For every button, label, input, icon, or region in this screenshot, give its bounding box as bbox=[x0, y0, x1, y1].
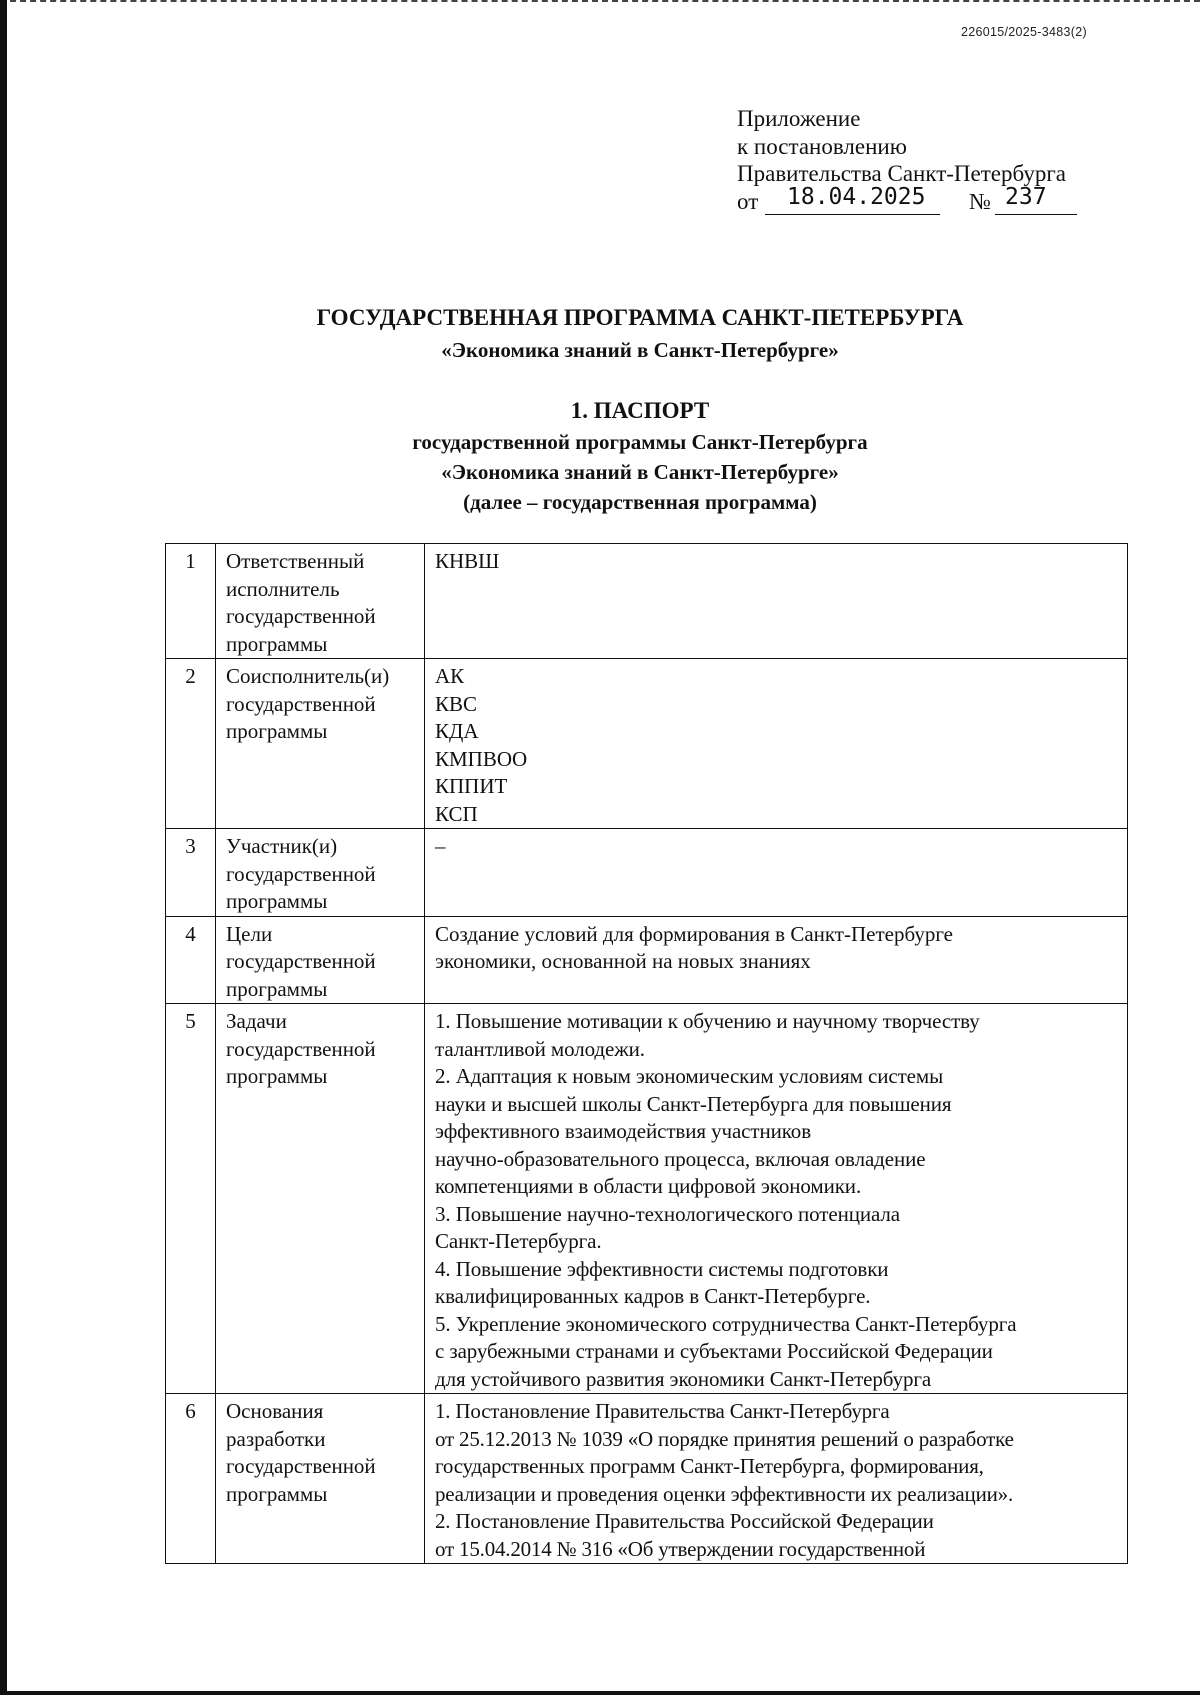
label-line: государственной bbox=[226, 1454, 376, 1478]
row-number: 2 bbox=[166, 659, 216, 829]
content-line: от 15.04.2014 № 316 «Об утверждении государственной bbox=[435, 1536, 926, 1561]
decree-date: 18.04.2025 bbox=[787, 183, 926, 210]
row-content bbox=[425, 544, 1128, 659]
label-line: Ответственный bbox=[226, 549, 365, 573]
content-line: 2. Адаптация к новым экономическим условиям системы bbox=[435, 1064, 944, 1088]
row-content bbox=[425, 916, 1128, 1004]
content-line: 5. Укрепление экономического сотрудничества Санкт-Петербурга bbox=[435, 1311, 1017, 1336]
program-title: ГОСУДАРСТВЕННАЯ ПРОГРАММА САНКТ-ПЕТЕРБУРГА bbox=[316, 305, 964, 330]
content-line: науки и высшей школы Санкт-Петербурга для повышения bbox=[435, 1091, 952, 1116]
row-number: 4 bbox=[166, 916, 216, 1004]
content-line: КНВШ bbox=[435, 549, 500, 573]
content-line: Санкт-Петербурга. bbox=[435, 1229, 602, 1253]
row-content bbox=[425, 1004, 1128, 1394]
appendix-line: Правительства Санкт-Петербурга bbox=[737, 161, 1066, 186]
label-line: Участник(и) bbox=[226, 834, 338, 858]
content-line: КППИТ bbox=[435, 774, 508, 798]
row-label bbox=[216, 1004, 425, 1394]
table-row bbox=[166, 659, 1128, 829]
content-line: талантливой молодежи. bbox=[435, 1036, 645, 1061]
label-line: Соисполнитель(и) bbox=[226, 664, 390, 688]
label-line: Основания bbox=[226, 1399, 324, 1423]
content-line: государственных программ Санкт-Петербурга, формирования, bbox=[435, 1454, 984, 1478]
label-line: программы bbox=[226, 976, 328, 1001]
content-line: от 25.12.2013 № 1039 «О порядке принятия решений о разработке bbox=[435, 1426, 1014, 1451]
label-line: государственной bbox=[226, 861, 376, 886]
row-content bbox=[425, 829, 1128, 917]
passport-heading: 1. ПАСПОРТ bbox=[570, 398, 710, 423]
decree-number: 237 bbox=[1005, 183, 1047, 210]
row-content bbox=[425, 1394, 1128, 1564]
row-number: 1 bbox=[166, 544, 216, 659]
passport-subheading: «Экономика знаний в Санкт-Петербурге» bbox=[441, 460, 839, 484]
row-number: 5 bbox=[166, 1004, 216, 1394]
row-content bbox=[425, 659, 1128, 829]
passport-subheading: государственной программы Санкт-Петербурга bbox=[412, 430, 868, 454]
content-line: 3. Повышение научно-технологического потенциала bbox=[435, 1201, 901, 1226]
content-line: КВС bbox=[435, 691, 478, 716]
appendix-line: Приложение bbox=[737, 106, 861, 131]
row-label bbox=[216, 544, 425, 659]
table-row bbox=[166, 1004, 1128, 1394]
table-row bbox=[166, 544, 1128, 659]
passport-table bbox=[165, 543, 1128, 1564]
content-line: АК bbox=[435, 664, 465, 688]
content-line: с зарубежными странами и субъектами Российской Федерации bbox=[435, 1339, 993, 1363]
label-line: государственной bbox=[226, 604, 376, 628]
scan-top-edge bbox=[0, 0, 1200, 4]
label-line: программы bbox=[226, 631, 328, 656]
label-line: программы bbox=[226, 1481, 328, 1506]
label-line: Цели bbox=[226, 921, 273, 946]
content-line: Создание условий для формирования в Санкт-Петербурге bbox=[435, 921, 954, 946]
appendix-line: к постановлению bbox=[737, 133, 907, 159]
content-line: КМПВОО bbox=[435, 746, 528, 771]
content-line: для устойчивого развития экономики Санкт-Петербурга bbox=[435, 1366, 932, 1391]
content-line: эффективного взаимодействия участников bbox=[435, 1119, 812, 1143]
table-row bbox=[166, 829, 1128, 917]
content-line: научно-образовательного процесса, включая овладение bbox=[435, 1146, 926, 1171]
content-line: 4. Повышение эффективности системы подготовки bbox=[435, 1256, 889, 1281]
decree-date-row bbox=[737, 183, 1177, 216]
label-line: программы bbox=[226, 889, 328, 913]
scan-left-edge bbox=[0, 0, 7, 1695]
number-prefix: № bbox=[969, 188, 991, 214]
program-subtitle: «Экономика знаний в Санкт-Петербурге» bbox=[441, 338, 839, 362]
appendix-block bbox=[737, 105, 1177, 216]
content-line: реализации и проведения оценки эффективности их реализации». bbox=[435, 1481, 1013, 1506]
row-label bbox=[216, 659, 425, 829]
table-row bbox=[166, 916, 1128, 1004]
label-line: государственной bbox=[226, 691, 376, 716]
date-prefix: от bbox=[737, 188, 759, 214]
content-line: – bbox=[435, 834, 446, 858]
label-line: разработки bbox=[226, 1426, 326, 1451]
content-line: КСП bbox=[435, 801, 478, 826]
content-line: компетенциями в области цифровой экономики. bbox=[435, 1174, 862, 1198]
label-line: исполнитель bbox=[226, 576, 340, 601]
table-row bbox=[166, 1394, 1128, 1564]
scan-bottom-edge bbox=[0, 1691, 1200, 1695]
content-line: КДА bbox=[435, 719, 479, 743]
content-line: 1. Постановление Правительства Санкт-Петербурга bbox=[435, 1399, 890, 1423]
label-line: государственной bbox=[226, 949, 376, 973]
content-line: 2. Постановление Правительства Российской Федерации bbox=[435, 1509, 934, 1533]
row-number: 6 bbox=[166, 1394, 216, 1564]
passport-subheading: (далее – государственная программа) bbox=[463, 490, 817, 514]
content-line: 1. Повышение мотивации к обучению и научному творчеству bbox=[435, 1009, 980, 1033]
row-label bbox=[216, 829, 425, 917]
label-line: Задачи bbox=[226, 1009, 287, 1033]
label-line: программы bbox=[226, 1064, 328, 1088]
label-line: программы bbox=[226, 719, 328, 743]
label-line: государственной bbox=[226, 1036, 376, 1061]
row-number: 3 bbox=[166, 829, 216, 917]
content-line: квалифицированных кадров в Санкт-Петербурге. bbox=[435, 1284, 871, 1308]
content-line: экономики, основанной на новых знаниях bbox=[435, 949, 811, 973]
registration-number: 226015/2025-3483(2) bbox=[961, 25, 1087, 39]
row-label bbox=[216, 916, 425, 1004]
row-label bbox=[216, 1394, 425, 1564]
